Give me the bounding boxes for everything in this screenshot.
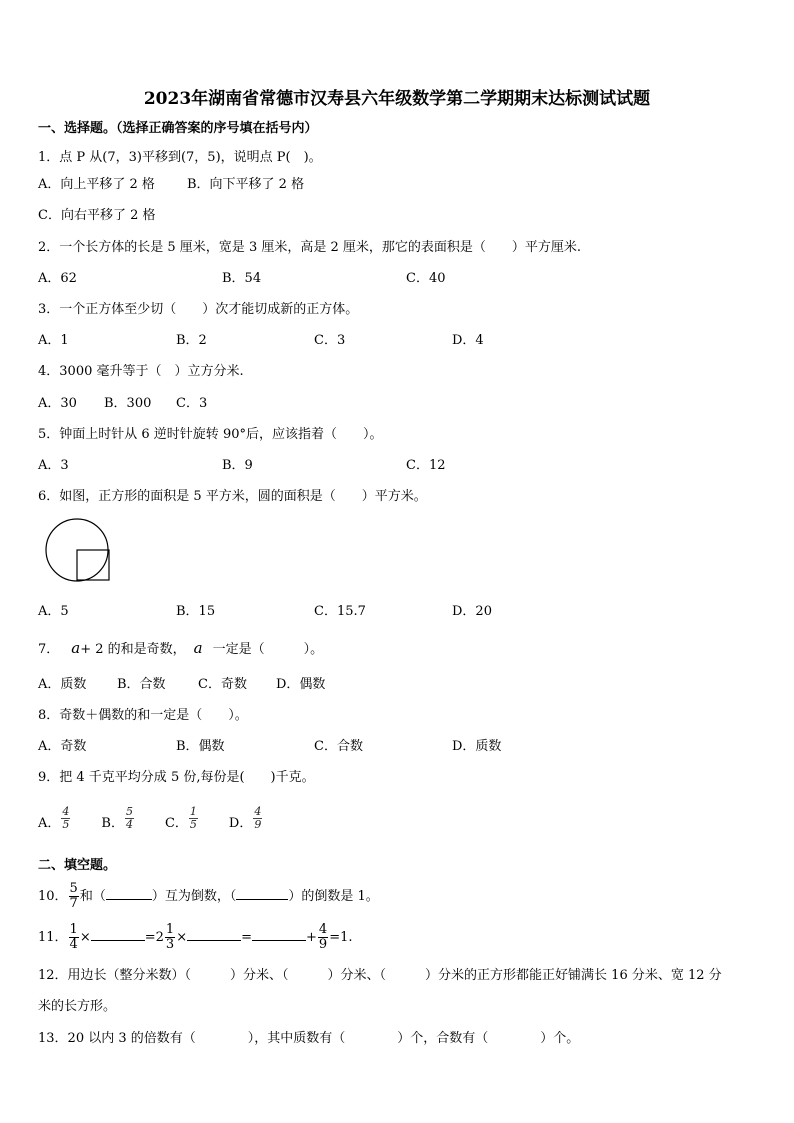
q11-fraction-1: $\frac{1}{4}$ — [69, 922, 78, 952]
q9-option-a-label: A． — [38, 816, 61, 831]
question-12-line-1: 12．用边长（整分米数）（ ）分米、（ ）分米、（ ）分米的正方形都能正好铺满长 16 分米、宽 12 分 — [38, 968, 722, 983]
q11-blank-3[interactable] — [252, 928, 306, 941]
q3-option-c: C．3 — [314, 333, 346, 348]
q11-fraction-2: $\frac{1}{3}$ — [165, 922, 175, 952]
q11-blank-1[interactable] — [91, 928, 145, 941]
question-6: 6．如图，正方形的面积是 5 平方米，圆的面积是（ ）平方米。 — [38, 489, 427, 504]
q10-blank-2[interactable] — [236, 887, 288, 900]
q7-middle-text: + 2 的和是奇数， — [80, 642, 186, 657]
q4-option-a: A．30 — [38, 396, 77, 411]
question-1: 1．点 P 从(7，3)平移到(7，5)，说明点 P( )。 — [38, 150, 322, 165]
q1-option-a: A．向上平移了 2 格 — [38, 177, 155, 192]
page-title: 2023年湖南省常德市汉寿县六年级数学第二学期期末达标测试试题 — [143, 89, 651, 109]
q8-option-d: D．质数 — [452, 739, 502, 754]
q2-option-b: B．54 — [222, 271, 262, 286]
question-3: 3．一个正方体至少切（ ）次才能切成新的正方体。 — [38, 302, 359, 317]
q2-option-a: A．62 — [38, 271, 77, 286]
q8-option-a: A．奇数 — [38, 739, 87, 754]
q7-option-b: B．合数 — [117, 677, 166, 692]
q3-option-a: A．1 — [38, 333, 69, 348]
q11-equals-1: =2 — [144, 930, 164, 945]
q7-number: 7． — [38, 642, 60, 657]
q9-option-b-label: B． — [101, 816, 124, 831]
q11-end: =1. — [329, 930, 353, 945]
q10-text-3: ）的倒数是 1。 — [288, 889, 379, 904]
q6-option-a: A．5 — [38, 604, 69, 619]
q8-option-b: B．偶数 — [176, 739, 225, 754]
q11-blank-2[interactable] — [187, 928, 241, 941]
q11-times-2: × — [176, 930, 188, 945]
question-7 — [38, 640, 323, 658]
q9-option-d-fraction: $\frac{4}{9}$ — [254, 805, 262, 831]
question-11 — [38, 921, 352, 955]
section-fill-heading: 二、填空题。 — [38, 858, 117, 873]
q9-option-a-fraction: $\frac{4}{5}$ — [62, 805, 70, 831]
q3-option-b: B．2 — [176, 333, 207, 348]
q7-variable-a: a — [71, 639, 81, 657]
question-9: 9．把 4 千克平均分成 5 份,每份是( )千克。 — [38, 770, 315, 785]
q9-option-b-fraction: $\frac{5}{4}$ — [125, 805, 133, 831]
q8-option-c: C．合数 — [314, 739, 363, 754]
q10-text-2: ）互为倒数，（ — [151, 889, 237, 904]
section-choice-heading: 一、选择题。（选择正确答案的序号填在括号内） — [38, 121, 318, 136]
q5-option-c: C．12 — [406, 458, 446, 473]
q9-options — [38, 806, 263, 842]
q10-fraction: $\frac{5}{7}$ — [69, 881, 78, 911]
q6-option-d: D．20 — [452, 604, 492, 619]
q5-option-b: B．9 — [222, 458, 253, 473]
q4-option-b: B．300 — [104, 396, 152, 411]
q3-option-d: D．4 — [452, 333, 484, 348]
q6-option-c: C．15.7 — [314, 604, 366, 619]
q6-option-b: B．15 — [176, 604, 216, 619]
q4-option-c: C．3 — [176, 396, 208, 411]
q10-text-1: 和（ — [79, 889, 106, 904]
q11-equals-2: = — [241, 930, 252, 945]
q10-blank-1[interactable] — [106, 887, 152, 900]
q11-fraction-3: $\frac{4}{9}$ — [318, 922, 328, 952]
q7-option-d: D．偶数 — [276, 677, 326, 692]
q9-option-c-label: C． — [164, 816, 188, 831]
q9-option-d-label: D． — [228, 816, 253, 831]
q7-option-a: A．质数 — [38, 677, 87, 692]
q1-option-c: C．向右平移了 2 格 — [38, 208, 156, 223]
q10-number: 10． — [38, 889, 68, 904]
question-12-line-2: 米的长方形。 — [38, 999, 117, 1014]
q11-plus: + — [306, 930, 317, 945]
q5-option-a: A．3 — [38, 458, 69, 473]
question-13: 13．20 以内 3 的倍数有（ ），其中质数有（ ）个，合数有（ ）个。 — [38, 1031, 580, 1046]
q1-option-b: B．向下平移了 2 格 — [187, 177, 305, 192]
q11-number: 11． — [38, 930, 68, 945]
q7-option-c: C．奇数 — [198, 677, 247, 692]
circle-square-figure — [40, 518, 114, 584]
question-2: 2．一个长方体的长是 5 厘米，宽是 3 厘米，高是 2 厘米，那它的表面积是（ ）平方厘米. — [38, 240, 582, 255]
q2-option-c: C．40 — [406, 271, 446, 286]
question-10 — [38, 880, 379, 914]
q7-end-text: 一定是（ ）。 — [212, 642, 324, 657]
q9-option-c-fraction: $\frac{1}{5}$ — [189, 805, 197, 831]
question-4: 4．3000 毫升等于（ ）立方分米. — [38, 364, 244, 379]
question-8: 8．奇数＋偶数的和一定是（ ）。 — [38, 708, 248, 723]
q11-times-1: × — [79, 930, 91, 945]
question-5: 5．钟面上时针从 6 逆时针旋转 90°后，应该指着（ ）。 — [38, 427, 383, 442]
q7-variable-a-2: a — [193, 639, 203, 657]
